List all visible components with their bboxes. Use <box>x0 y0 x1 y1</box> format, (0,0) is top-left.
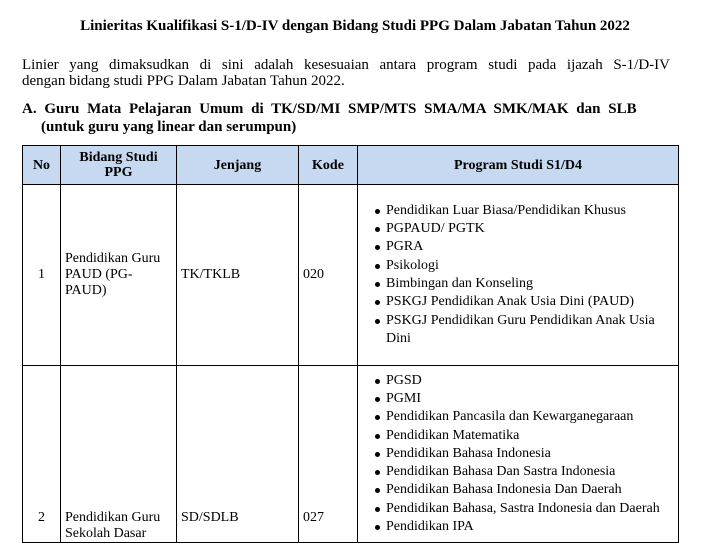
header-program-studi: Program Studi S1/D4 <box>358 146 679 185</box>
section-heading <box>22 100 677 136</box>
program-item: PGPAUD/ PGTK <box>374 220 670 238</box>
linearity-table <box>22 145 679 543</box>
program-item: Pendidikan IPA <box>374 518 670 536</box>
row-bidang-studi: Pendidikan Guru PAUD (PG-PAUD) <box>61 185 177 366</box>
program-item: PGRA <box>374 238 670 256</box>
table-row <box>23 366 679 543</box>
program-item: Pendidikan Bahasa Dan Sastra Indonesia <box>374 463 670 481</box>
program-item: PGSD <box>374 372 670 390</box>
table-header-row <box>23 146 679 185</box>
program-item: Pendidikan Matematika <box>374 427 670 445</box>
row-number: 1 <box>23 185 61 366</box>
row-program-studi <box>358 366 679 543</box>
header-jenjang: Jenjang <box>177 146 299 185</box>
section-heading-line-2: (untuk guru yang linear dan serumpun) <box>41 119 297 135</box>
header-kode: Kode <box>299 146 358 185</box>
table-row <box>23 185 679 366</box>
row-jenjang: TK/TKLB <box>177 185 299 366</box>
row-program-studi <box>358 185 679 366</box>
program-item: Pendidikan Pancasila dan Kewarganegaraan <box>374 408 670 426</box>
row-jenjang: SD/SDLB <box>177 366 299 543</box>
program-item: PGMI <box>374 390 670 408</box>
row-bidang-studi: Pendidikan Guru Sekolah Dasar <box>61 366 177 543</box>
program-item: PSKGJ Pendidikan Guru Pendidikan Anak Usia Dini <box>374 312 670 349</box>
program-item: Pendidikan Bahasa Indonesia <box>374 445 670 463</box>
row-kode: 027 <box>299 366 358 543</box>
program-list <box>362 372 674 537</box>
program-item: Psikologi <box>374 257 670 275</box>
program-item: Pendidikan Luar Biasa/Pendidikan Khusus <box>374 202 670 220</box>
intro-line-1: Linier yang dimaksudkan di sini adalah kesesuaian antara program studi pada ijazah S-1/D-IV <box>22 57 670 73</box>
program-item: Pendidikan Bahasa Indonesia Dan Daerah <box>374 481 670 499</box>
program-list <box>362 202 674 348</box>
program-item: Bimbingan dan Konseling <box>374 275 670 293</box>
intro-line-2: dengan bidang studi PPG Dalam Jabatan Tahun 2022. <box>22 73 345 89</box>
row-number: 2 <box>23 366 61 543</box>
row-kode: 020 <box>299 185 358 366</box>
program-item: PSKGJ Pendidikan Anak Usia Dini (PAUD) <box>374 293 670 311</box>
section-heading-line-1: A. Guru Mata Pelajaran Umum di TK/SD/MI SMP/MTS SMA/MA SMK/MAK dan SLB <box>22 101 637 117</box>
document-title: Linieritas Kualifikasi S-1/D-IV dengan Bidang Studi PPG Dalam Jabatan Tahun 2022 <box>80 18 630 34</box>
program-item: Pendidikan Bahasa, Sastra Indonesia dan Daerah <box>374 500 670 518</box>
header-no: No <box>23 146 61 185</box>
header-bidang-studi: Bidang Studi PPG <box>61 146 177 185</box>
intro-paragraph <box>22 57 670 89</box>
